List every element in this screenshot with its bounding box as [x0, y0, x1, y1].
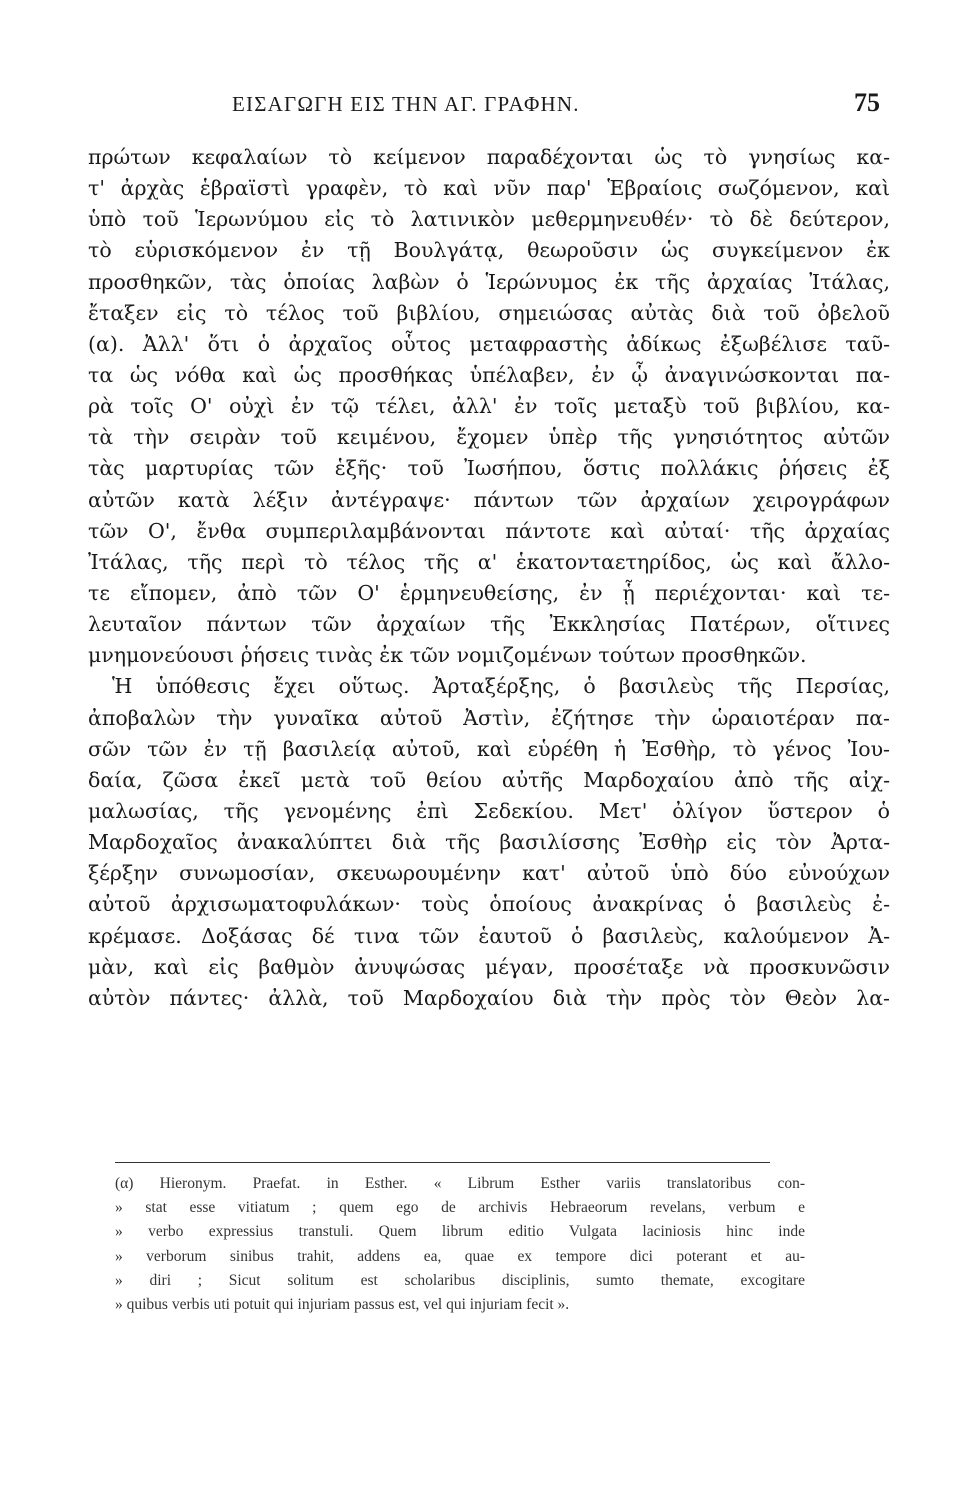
text-line: αὐτοῦ ἀρχισωματοφυλάκων· τοὺς ὁποίους ἀνακρίνας ὁ βασιλεὺς ἐ-	[88, 892, 890, 917]
text-line: τα ὡς νόθα καὶ ὡς προσθήκας ὑπέλαβεν, ἐν ᾧ ἀναγινώσκονται πα-	[88, 362, 890, 387]
text-line: αὐτῶν κατὰ λέξιν ἀντέγραψε· πάντων τῶν ἀρχαίων χειρογράφων	[88, 487, 890, 512]
footnote-line: » verborum sinibus trahit, addens ea, quae ex tempore dici poterant et au-	[115, 1247, 805, 1265]
running-title: ΕΙΣΑΓΩΓΗ ΕΙΣ ΤΗΝ ΑΓ. ΓΡΑΦΗΝ.	[232, 92, 580, 116]
text-line: τ' ἀρχὰς ἑβραϊστὶ γραφὲν, τὸ καὶ νῦν παρ' Ἑβραίοις σωζόμενον, καὶ	[88, 176, 890, 201]
page-number: 75	[854, 88, 880, 117]
footnotes	[115, 1172, 805, 1317]
text-line: λευταῖον πάντων τῶν ἀρχαίων τῆς Ἐκκλησίας Πατέρων, οἵτινες	[88, 612, 890, 637]
text-line: ρὰ τοῖς Ο' οὐχὶ ἐν τῷ τέλει, ἀλλ' ἐν τοῖς μεταξὺ τοῦ βιβλίου, κα-	[88, 394, 890, 419]
footnote-rule	[115, 1162, 770, 1163]
text-line: κρέμασε. Δοξάσας δέ τινα τῶν ἑαυτοῦ ὁ βασιλεὺς, καλούμενον Ἀ-	[88, 923, 890, 948]
text-line: τε εἴπομεν, ἀπὸ τῶν Ο' ἑρμηνευθείσης, ἐν ᾗ περιέχονται· καὶ τε-	[88, 580, 890, 605]
text-line: τὰς μαρτυρίας τῶν ἑξῆς· τοῦ Ἰωσήπου, ὅστις πολλάκις ῥήσεις ἐξ	[88, 456, 890, 481]
text-line: Ἰτάλας, τῆς περὶ τὸ τέλος τῆς α' ἑκατονταετηρίδος, ὡς καὶ ἄλλο-	[88, 549, 890, 574]
text-line: τὰ τὴν σειρὰν τοῦ κειμένου, ἔχομεν ὑπὲρ τῆς γνησιότητος αὐτῶν	[88, 425, 890, 450]
text-line: τῶν Ο', ἔνθα συμπεριλαμβάνονται πάντοτε καὶ αὐταί· τῆς ἀρχαίας	[88, 518, 890, 543]
text-line: ἀποβαλὼν τὴν γυναῖκα αὐτοῦ Ἀστὶν, ἐζήτησε τὴν ὡραιοτέραν πα-	[88, 705, 890, 730]
footnote-line: » stat esse vitiatum ; quem ego de archivis Hebraeorum revelans, verbum e	[115, 1199, 805, 1217]
footnote-line: (α) Hieronym. Praefat. in Esther. « Librum Esther variis translatoribus con-	[115, 1175, 805, 1192]
text-line: προσθηκῶν, τὰς ὁποίας λαβὼν ὁ Ἱερώνυμος ἐκ τῆς ἀρχαίας Ἰτάλας,	[88, 269, 890, 294]
text-line: Ἡ ὑπόθεσις ἔχει οὕτως. Ἀρταξέρξης, ὁ βασιλεὺς τῆς Περσίας,	[112, 674, 890, 699]
text-line: τὸ εὑρισκόμενον ἐν τῇ Βουλγάτᾳ, θεωροῦσιν ὡς συγκείμενον ἐκ	[88, 238, 890, 263]
text-line: μαλωσίας, τῆς γενομένης ἐπὶ Σεδεκίου. Μετ' ὀλίγον ὕστερον ὁ	[88, 798, 890, 823]
text-line: ὑπὸ τοῦ Ἱερωνύμου εἰς τὸ λατινικὸν μεθερμηνευθέν· τὸ δὲ δεύτερον,	[88, 207, 890, 232]
running-head	[90, 88, 880, 132]
footnote-line: » diri ; Sicut solitum est scholaribus disciplinis, sumto themate, excogitare	[115, 1271, 805, 1289]
text-line: ἔταξεν εἰς τὸ τέλος τοῦ βιβλίου, σημειώσας αὐτὰς διὰ τοῦ ὀβελοῦ	[88, 300, 890, 325]
footnote-line: » verbo expressius transtuli. Quem librum editio Vulgata laciniosis hinc inde	[115, 1223, 805, 1241]
text-line: δαία, ζῶσα ἐκεῖ μετὰ τοῦ θείου αὐτῆς Μαρδοχαίου ἀπὸ τῆς αἰχ-	[88, 767, 890, 792]
text-line: ξέρξην συνωμοσίαν, σκευωρουμένην κατ' αὐτοῦ ὑπὸ δύο εὐνούχων	[88, 861, 890, 886]
text-line: σῶν τῶν ἐν τῇ βασιλείᾳ αὐτοῦ, καὶ εὑρέθη ἡ Ἐσθὴρ, τὸ γένος Ἰου-	[88, 736, 890, 761]
text-line: αὐτὸν πάντες· ἀλλὰ, τοῦ Μαρδοχαίου διὰ τὴν πρὸς τὸν Θεὸν λα-	[88, 985, 890, 1010]
text-line: Μαρδοχαῖος ἀνακαλύπτει διὰ τῆς βασιλίσσης Ἐσθὴρ εἰς τὸν Ἀρτα-	[88, 830, 890, 855]
text-line: (α). Ἀλλ' ὅτι ὁ ἀρχαῖος οὗτος μεταφραστὴς ἀδίκως ἐξωβέλισε ταῦ-	[88, 331, 890, 356]
text-line: μὰν, καὶ εἰς βαθμὸν ἀνυψώσας μέγαν, προσέταξε νὰ προσκυνῶσιν	[88, 954, 890, 979]
main-text	[88, 142, 890, 1014]
footnote-line: » quibus verbis uti potuit qui injuriam passus est, vel qui injuriam fecit ».	[115, 1295, 570, 1313]
text-line: πρώτων κεφαλαίων τὸ κείμενον παραδέχονται ὡς τὸ γνησίως κα-	[88, 145, 890, 169]
text-line: μνημονεύουσι ῥήσεις τινὰς ἐκ τῶν νομιζομένων τούτων προσθηκῶν.	[88, 643, 807, 668]
